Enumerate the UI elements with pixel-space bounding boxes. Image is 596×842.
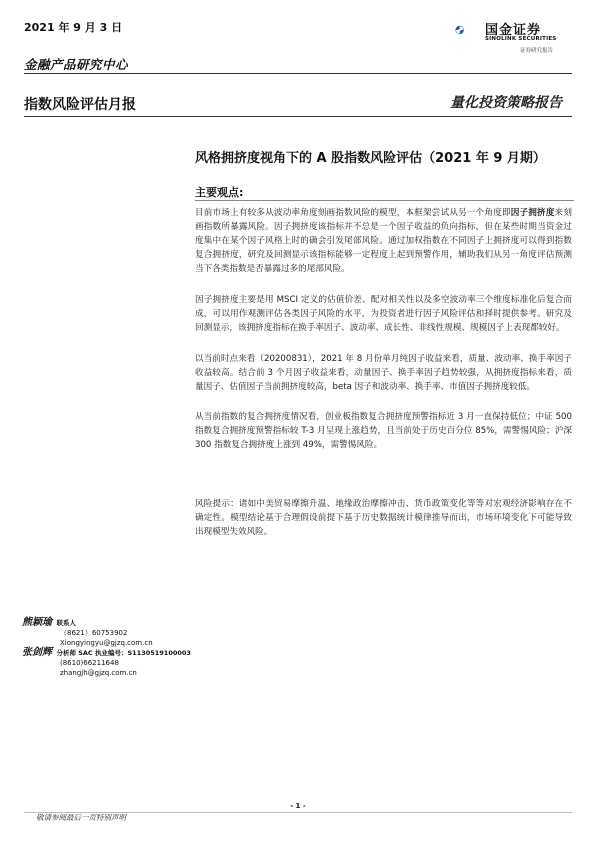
key-point-paragraph-2: 因子拥挤度主要是用 MSCI 定义的估值价差、配对相关性以及多空波动率三个维度标准化后复合而成，可以用作观测评估各类因子风险的水平，为投资者进行因子风险评估和择时提供参考。研究及回测显示，该拥挤度指标在换手率因子、波动率、成长性、非线性规模、规模因子上表现都较好。 (195, 295, 572, 333)
header-divider-top (24, 73, 572, 74)
report-title: 风格拥挤度视角下的 A 股指数风险评估（2021 年 9 月期） (195, 151, 546, 166)
department-name: 金融产品研究中心 (24, 57, 129, 72)
footer-disclaimer: 敬请参阅最后一页特别声明 (36, 813, 126, 822)
author-phone: (8610)66211648 (60, 659, 119, 667)
report-date: 2021 年 9 月 3 日 (24, 21, 123, 34)
author-name: 熊颖瑜 (22, 617, 52, 628)
page-number: - 1 - (290, 802, 306, 810)
logo-subtitle: 证券研究报告 (520, 48, 554, 54)
key-points-divider (195, 200, 574, 201)
paragraph-1-text-a: 目前市场上有较多从波动率角度刻画指数风险的模型，本框架尝试从另一个角度即 (195, 208, 511, 218)
paragraph-1-text-b: 来刻画指数所暴露风险。因子拥挤度该指标并不总是一个因子收益的负向指标，但在某些时期当资金过度集中在某个因子风格上时的确会引发尾部风险。通过加权指数在不同因子上拥挤度可以得到指数复合拥挤度，研究及回测显示该指标能够一定程度上起到预警作用，辅助我们从另一角度评估预测当下各类指数是否暴露过多的尾部风险。 (195, 208, 572, 274)
author-role: 联系人 (56, 619, 76, 627)
author-name: 张剑辉 (22, 647, 52, 658)
author-email: zhangjh@gjzq.com.cn (60, 669, 137, 677)
author-block-1 (22, 618, 153, 648)
report-type: 指数风险评估月报 (24, 97, 136, 113)
author-phone: （8621）60753902 (60, 629, 128, 637)
key-point-paragraph-3: 以当前时点来看（20200831），2021 年 8 月份单月纯因子收益来看，质量、波动率、换手率因子收益较高。结合前 3 个月因子收益来看，动量因子、换手率因子趋势较强，从拥挤度指标来看，质量因子、估值因子当前拥挤度较高，beta 因子和波动率、换手率、市值因子拥挤度较低。 (195, 354, 572, 392)
author-block-2 (22, 648, 191, 678)
logo-text-cn: 国金证券 (485, 23, 542, 38)
author-role: 分析师 SAC 执业编号：S1130519100003 (56, 649, 191, 657)
report-category: 量化投资策略报告 (450, 95, 562, 111)
sinolink-logo-icon (455, 16, 483, 44)
risk-warning: 风险提示：诸如中美贸易摩擦升温、地缘政治摩擦冲击、货币政策变化等等对宏观经济影响存在不确定性。模型结论基于合理假设前提下基于历史数据统计模律推导而出，市场环境变化下可能导致出现模型失效风险。 (195, 499, 572, 537)
logo-text-en: SINOLINK SECURITIES (485, 36, 557, 42)
author-email: Xiongyingyu@gjzq.com.cn (60, 639, 153, 647)
key-points-heading: 主要观点: (195, 186, 244, 199)
header-divider-bottom (24, 116, 572, 117)
key-point-paragraph-4: 从当前指数的复合拥挤度情况看，创业板指数复合拥挤度预警指标近 3 月一直保持低位；中证 500 指数复合拥挤度预警指标较 T-3 月呈现上涨趋势，且当前处于历史百分位 85%，需警惕风险；沪深 300 指数复合拥挤度上涨到 49%，需警惕风险。 (195, 412, 572, 450)
key-point-paragraph-1 (195, 206, 572, 276)
paragraph-1-bold-term: 因子拥挤度 (510, 208, 555, 218)
